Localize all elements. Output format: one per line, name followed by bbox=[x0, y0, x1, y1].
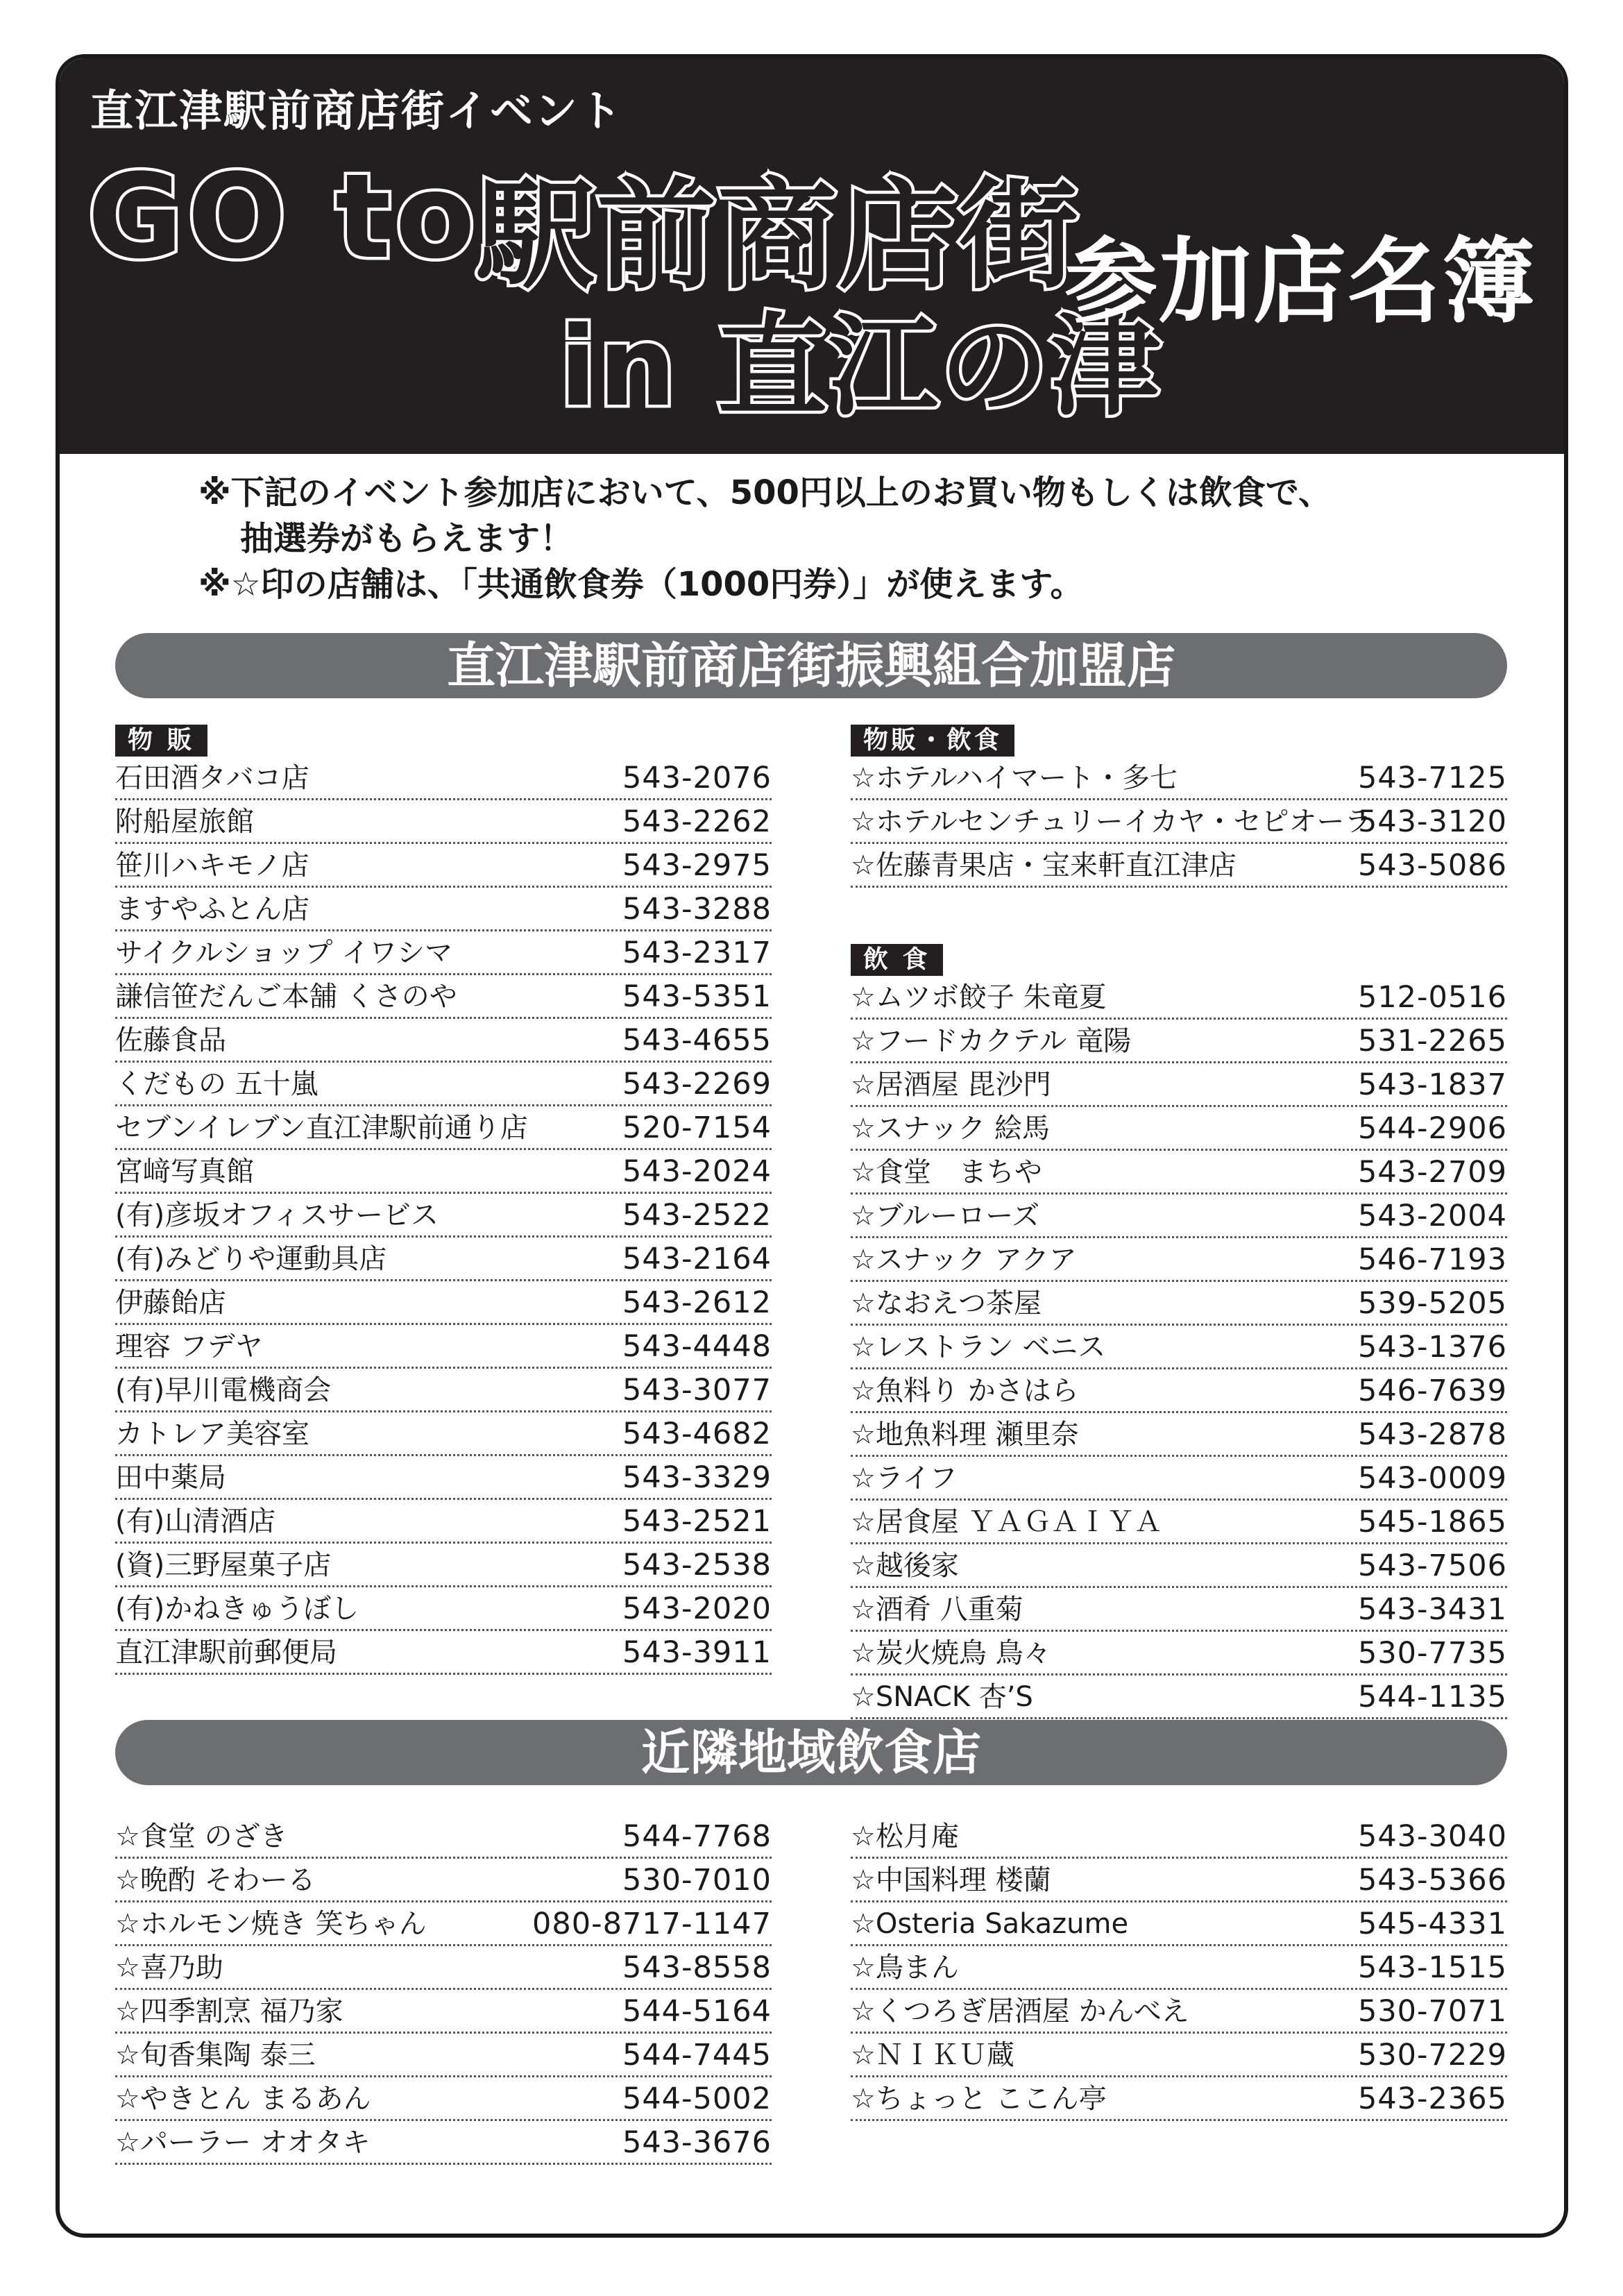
list-item bbox=[115, 757, 772, 800]
shop-phone: 543-2538 bbox=[622, 1548, 772, 1582]
flyer-frame bbox=[56, 54, 1568, 2238]
shop-phone: 544-1135 bbox=[1357, 1680, 1507, 1714]
shop-name: ☆Osteria Sakazume bbox=[851, 1908, 1129, 1940]
list-item bbox=[115, 1369, 772, 1412]
shop-name: ☆ホテルハイマート・多七 bbox=[851, 762, 1178, 794]
shop-name: ☆フードカクテル 竜陽 bbox=[851, 1025, 1132, 1057]
note-line: ※☆印の店舗は、「共通飲食券（1000円券）」が使えます。 bbox=[198, 565, 1084, 604]
shop-phone: 544-7445 bbox=[622, 2038, 772, 2073]
list-item bbox=[115, 931, 772, 975]
list-item bbox=[851, 1151, 1507, 1195]
list-item bbox=[115, 1544, 772, 1587]
shop-phone: 544-7768 bbox=[622, 1819, 772, 1854]
shop-name: カトレア美容室 bbox=[115, 1418, 309, 1450]
shop-name: (有)みどりや運動具店 bbox=[115, 1243, 387, 1275]
list-item bbox=[851, 1107, 1507, 1151]
shop-phone: 543-2004 bbox=[1357, 1199, 1507, 1233]
shop-phone: 530-7071 bbox=[1357, 1994, 1507, 2029]
list-item bbox=[115, 1990, 772, 2034]
list-item bbox=[115, 2121, 772, 2165]
shop-phone: 543-3329 bbox=[622, 1460, 772, 1495]
list-item bbox=[115, 1325, 772, 1369]
shop-name: 笹川ハキモノ店 bbox=[115, 850, 309, 881]
shop-phone: 512-0516 bbox=[1357, 980, 1507, 1015]
shop-phone: 543-2269 bbox=[622, 1067, 772, 1101]
shop-name: ☆炭火焼鳥 鳥々 bbox=[851, 1637, 1051, 1669]
shop-name: ☆SNACK 杏’S bbox=[851, 1681, 1033, 1713]
shop-phone: 543-4682 bbox=[622, 1417, 772, 1451]
shop-name: ☆ムツボ餃子 朱竜夏 bbox=[851, 981, 1107, 1013]
list-bupan bbox=[115, 757, 772, 1675]
shop-name: ☆食堂 まちや bbox=[851, 1156, 1042, 1188]
shop-name: セブンイレブン直江津駅前通り店 bbox=[115, 1112, 528, 1144]
list-item bbox=[851, 1501, 1507, 1544]
list-item bbox=[851, 1457, 1507, 1501]
shop-name: ☆旬香集陶 泰三 bbox=[115, 2039, 316, 2071]
shop-name: 謙信笹だんご本舗 くさのや bbox=[115, 981, 457, 1013]
shop-name: ☆スナック 絵馬 bbox=[851, 1113, 1050, 1145]
list-item bbox=[115, 2077, 772, 2121]
category-label-bupan: 物 販 bbox=[115, 725, 207, 757]
list-item bbox=[115, 800, 772, 844]
shop-phone: 543-3077 bbox=[622, 1373, 772, 1408]
shop-name: ☆レストラン ベニス bbox=[851, 1331, 1106, 1363]
shop-name: ☆松月庵 bbox=[851, 1821, 959, 1852]
notes bbox=[198, 470, 1332, 607]
list-item bbox=[115, 1631, 772, 1675]
section-title-nearby: 近隣地域飲食店 bbox=[115, 1720, 1507, 1785]
title-in: in 直江の津 bbox=[559, 303, 1162, 431]
shop-name: ☆ブルーローズ bbox=[851, 1200, 1040, 1232]
shop-phone: 543-2365 bbox=[1357, 2082, 1507, 2116]
shop-name: ☆食堂 のざき bbox=[115, 1821, 288, 1852]
shop-name: ☆越後家 bbox=[851, 1550, 959, 1582]
list-nearby-left bbox=[115, 1815, 772, 2165]
list-item bbox=[115, 1412, 772, 1456]
list-item bbox=[851, 1326, 1507, 1369]
shop-name: (有)かねきゅうぼし bbox=[115, 1593, 359, 1625]
list-item bbox=[851, 1063, 1507, 1107]
shop-phone: 543-1376 bbox=[1357, 1330, 1507, 1365]
title-main: 駅前商店街 bbox=[476, 166, 1080, 305]
shop-phone: 543-3120 bbox=[1357, 804, 1507, 839]
shop-phone: 543-8558 bbox=[622, 1950, 772, 1985]
list-item bbox=[851, 2077, 1507, 2121]
shop-phone: 543-3288 bbox=[622, 892, 772, 927]
shop-phone: 530-7735 bbox=[1357, 1636, 1507, 1671]
shop-phone: 543-2612 bbox=[622, 1285, 772, 1320]
shop-name: (有)早川電機商会 bbox=[115, 1374, 332, 1406]
list-item bbox=[115, 1150, 772, 1194]
shop-name: ☆くつろぎ居酒屋 かんべえ bbox=[851, 1995, 1189, 2027]
list-item bbox=[851, 1675, 1507, 1719]
shop-name: ☆ちょっと ここん亭 bbox=[851, 2083, 1107, 2115]
shop-name: ☆地魚料理 瀬里奈 bbox=[851, 1419, 1079, 1451]
shop-phone: 543-2020 bbox=[622, 1592, 772, 1626]
list-item bbox=[115, 888, 772, 931]
shop-name: ☆喜乃助 bbox=[115, 1952, 223, 1984]
list-item bbox=[851, 1195, 1507, 1238]
category-label-bupan-inshoku: 物販・飲食 bbox=[851, 725, 1014, 757]
shop-phone: 543-3431 bbox=[1357, 1592, 1507, 1627]
shop-name: ☆居酒屋 毘沙門 bbox=[851, 1069, 1051, 1101]
shop-phone: 543-2317 bbox=[622, 936, 772, 970]
shop-phone: 544-5002 bbox=[622, 2082, 772, 2116]
header-banner bbox=[60, 58, 1564, 454]
list-inshoku bbox=[851, 976, 1507, 1719]
shop-name: ☆ホルモン焼き 笑ちゃん bbox=[115, 1908, 427, 1940]
shop-phone: 543-2521 bbox=[622, 1504, 772, 1539]
category-label-inshoku: 飲 食 bbox=[851, 944, 943, 976]
shop-name: ☆ライフ bbox=[851, 1462, 958, 1494]
list-item bbox=[851, 1282, 1507, 1326]
shop-phone: 543-2024 bbox=[622, 1154, 772, 1189]
list-item bbox=[851, 1369, 1507, 1413]
note-line: ※下記のイベント参加店において、500円以上のお買い物もしくは飲食で、 bbox=[198, 473, 1332, 512]
shop-phone: 543-2076 bbox=[622, 761, 772, 795]
list-item bbox=[115, 1281, 772, 1325]
list-item bbox=[851, 1020, 1507, 1063]
list-item bbox=[851, 1632, 1507, 1675]
shop-phone: 545-1865 bbox=[1357, 1505, 1507, 1539]
shop-phone: 543-2164 bbox=[622, 1242, 772, 1276]
list-item bbox=[851, 1588, 1507, 1632]
list-item bbox=[115, 1946, 772, 1990]
shop-name: 直江津駅前郵便局 bbox=[115, 1637, 337, 1669]
list-item bbox=[851, 1238, 1507, 1282]
shop-phone: 543-5366 bbox=[1357, 1863, 1507, 1898]
shop-name: ☆ホテルセンチュリーイカヤ・セピオーラ bbox=[851, 806, 1373, 838]
shop-name: ☆やきとん まるあん bbox=[115, 2083, 371, 2115]
shop-phone: 543-7125 bbox=[1357, 761, 1507, 795]
shop-name: ☆魚料り かさはら bbox=[851, 1375, 1079, 1407]
shop-phone: 080-8717-1147 bbox=[532, 1907, 772, 1941]
list-item bbox=[851, 844, 1507, 888]
shop-phone: 543-2975 bbox=[622, 848, 772, 883]
shop-phone: 520-7154 bbox=[622, 1111, 772, 1145]
event-label: 直江津駅前商店街イベント bbox=[90, 85, 624, 136]
list-nearby-right bbox=[851, 1815, 1507, 2121]
shop-name: 田中薬局 bbox=[115, 1462, 226, 1494]
list-item bbox=[115, 1500, 772, 1544]
list-item bbox=[115, 2034, 772, 2077]
list-item bbox=[851, 1815, 1507, 1859]
shop-phone: 546-7193 bbox=[1357, 1242, 1507, 1277]
list-item bbox=[115, 1587, 772, 1631]
list-item bbox=[115, 844, 772, 888]
shop-phone: 531-2265 bbox=[1357, 1024, 1507, 1058]
list-item bbox=[851, 1544, 1507, 1588]
shop-phone: 543-2709 bbox=[1357, 1155, 1507, 1190]
list-item bbox=[851, 2034, 1507, 2077]
section-title-union: 直江津駅前商店街振興組合加盟店 bbox=[115, 633, 1507, 698]
shop-name: (有)山清酒店 bbox=[115, 1505, 276, 1537]
shop-phone: 543-4655 bbox=[622, 1023, 772, 1058]
shop-phone: 544-5164 bbox=[622, 1994, 772, 2029]
list-item bbox=[851, 976, 1507, 1020]
shop-phone: 543-2878 bbox=[1357, 1417, 1507, 1452]
shop-phone: 543-3911 bbox=[622, 1635, 772, 1670]
shop-phone: 543-2522 bbox=[622, 1198, 772, 1233]
list-item bbox=[115, 1238, 772, 1281]
shop-name: 附船屋旅館 bbox=[115, 806, 254, 838]
list-bupan-inshoku bbox=[851, 757, 1507, 888]
shop-name: 佐藤食品 bbox=[115, 1024, 226, 1056]
shop-name: ☆居食屋 ＹＡＧＡＩＹＡ bbox=[851, 1506, 1162, 1538]
list-item bbox=[851, 1902, 1507, 1946]
shop-phone: 546-7639 bbox=[1357, 1374, 1507, 1408]
shop-phone: 543-5086 bbox=[1357, 848, 1507, 883]
list-item bbox=[115, 1815, 772, 1859]
shop-phone: 543-4448 bbox=[622, 1329, 772, 1364]
list-item bbox=[851, 1413, 1507, 1457]
list-item bbox=[115, 1106, 772, 1150]
shop-name: ☆なおえつ茶屋 bbox=[851, 1288, 1042, 1319]
note-line: 抽選券がもらえます！ bbox=[240, 519, 574, 558]
shop-phone: 530-7010 bbox=[622, 1863, 772, 1898]
title-goto: GO to bbox=[87, 149, 479, 285]
shop-phone: 545-4331 bbox=[1357, 1907, 1507, 1941]
shop-phone: 543-2262 bbox=[622, 804, 772, 839]
shop-name: 石田酒タバコ店 bbox=[115, 762, 309, 794]
shop-name: (資)三野屋菓子店 bbox=[115, 1549, 332, 1581]
shop-phone: 544-2906 bbox=[1357, 1111, 1507, 1146]
list-item bbox=[851, 1990, 1507, 2034]
roster-title: 参加店名簿 bbox=[1064, 228, 1536, 336]
list-item bbox=[851, 757, 1507, 800]
shop-name: 理容 フデヤ bbox=[115, 1331, 263, 1362]
list-item bbox=[115, 1456, 772, 1500]
list-item bbox=[115, 1063, 772, 1106]
list-item bbox=[851, 1859, 1507, 1902]
list-item bbox=[115, 1019, 772, 1063]
shop-name: ☆晩酌 そわーる bbox=[115, 1864, 316, 1896]
list-item bbox=[115, 1194, 772, 1238]
shop-name: ☆佐藤青果店・宝来軒直江津店 bbox=[851, 850, 1237, 881]
shop-name: (有)彦坂オフィスサービス bbox=[115, 1199, 439, 1231]
shop-name: ☆酒肴 八重菊 bbox=[851, 1594, 1023, 1626]
shop-name: ☆パーラー オオタキ bbox=[115, 2127, 371, 2159]
shop-phone: 543-3040 bbox=[1357, 1819, 1507, 1854]
shop-phone: 543-1837 bbox=[1357, 1067, 1507, 1102]
shop-name: ☆ＮＩＫＵ蔵 bbox=[851, 2039, 1014, 2071]
shop-phone: 543-5351 bbox=[622, 979, 772, 1014]
shop-phone: 530-7229 bbox=[1357, 2038, 1507, 2073]
shop-name: 宮﨑写真館 bbox=[115, 1156, 254, 1188]
shop-phone: 543-0009 bbox=[1357, 1461, 1507, 1496]
shop-name: ☆鳥まん bbox=[851, 1952, 959, 1984]
list-item bbox=[115, 1902, 772, 1946]
shop-name: ますやふとん店 bbox=[115, 893, 309, 925]
shop-phone: 543-3676 bbox=[622, 2125, 772, 2160]
shop-phone: 543-7506 bbox=[1357, 1548, 1507, 1583]
shop-name: 伊藤飴店 bbox=[115, 1287, 226, 1319]
list-item bbox=[115, 975, 772, 1019]
shop-phone: 539-5205 bbox=[1357, 1286, 1507, 1321]
shop-phone: 543-1515 bbox=[1357, 1950, 1507, 1985]
list-item bbox=[851, 1946, 1507, 1990]
shop-name: ☆四季割烹 福乃家 bbox=[115, 1995, 343, 2027]
shop-name: ☆中国料理 楼蘭 bbox=[851, 1864, 1051, 1896]
list-item bbox=[115, 1859, 772, 1902]
shop-name: ☆スナック アクア bbox=[851, 1244, 1077, 1276]
shop-name: くだもの 五十嵐 bbox=[115, 1068, 318, 1100]
list-item bbox=[851, 800, 1507, 844]
shop-name: サイクルショップ イワシマ bbox=[115, 937, 453, 969]
